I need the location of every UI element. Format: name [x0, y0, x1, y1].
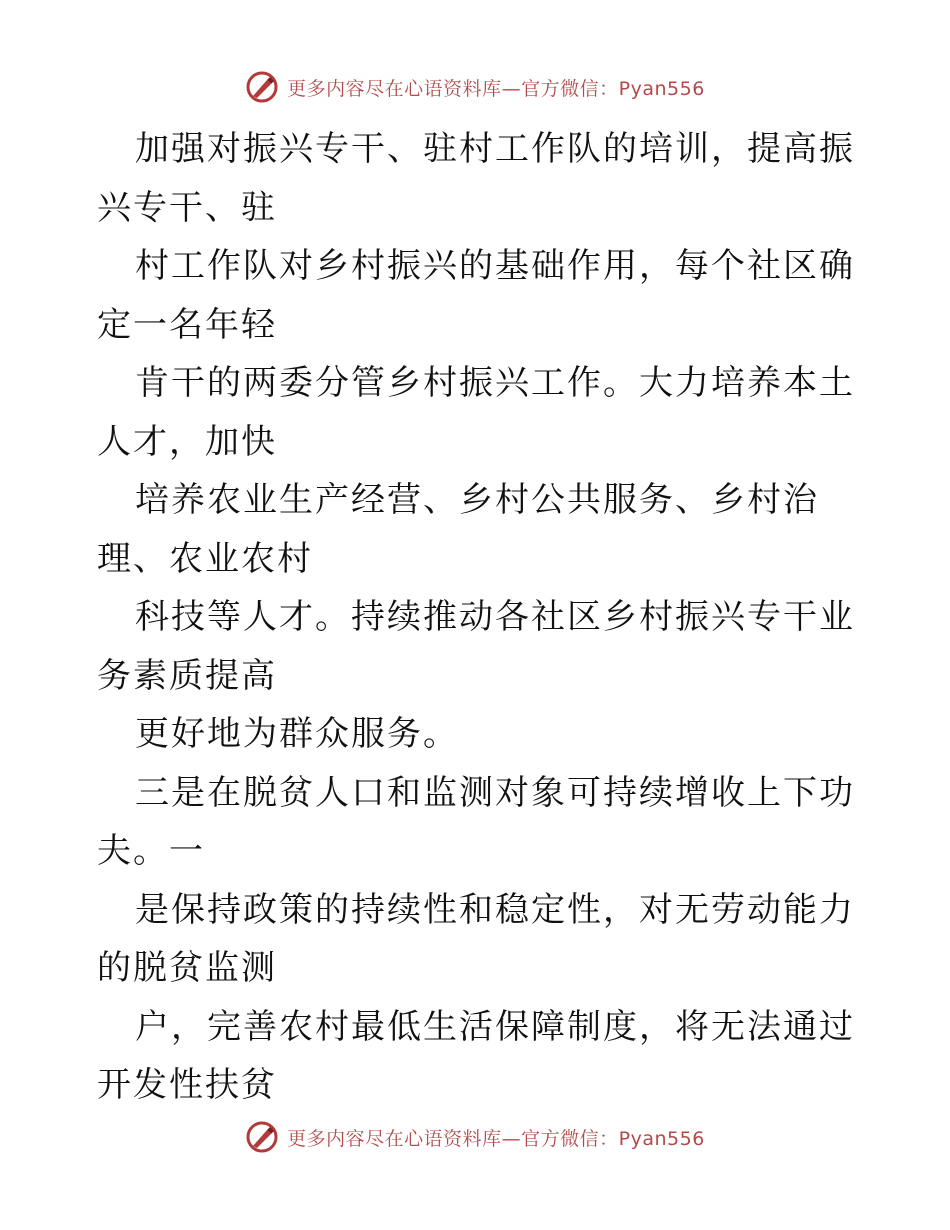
- paragraph: 科技等人才。持续推动各社区乡村振兴专干业务素质提高: [97, 597, 855, 696]
- watermark-text: 更多内容尽在心语资料库—官方微信：Pyan556: [287, 77, 705, 100]
- paragraph: 加强对振兴专干、驻村工作队的培训，提高振兴专干、驻: [97, 129, 855, 228]
- header-watermark: [0, 70, 950, 104]
- pen-logo-icon: [245, 1120, 279, 1154]
- paragraph: 更好地为群众服务。: [135, 714, 459, 754]
- paragraph: 户，完善农村最低生活保障制度，将无法通过开发性扶贫: [97, 1006, 855, 1105]
- paragraph: 肯干的两委分管乡村振兴工作。大力培养本土人才，加快: [97, 363, 855, 462]
- paragraph: 是保持政策的持续性和稳定性，对无劳动能力的脱贫监测: [97, 889, 855, 988]
- pen-logo-icon: [245, 70, 279, 104]
- watermark-text: 更多内容尽在心语资料库—官方微信：Pyan556: [287, 1127, 705, 1150]
- paragraph: 三是在脱贫人口和监测对象可持续增收上下功夫。一: [97, 772, 855, 871]
- paragraph: 培养农业生产经营、乡村公共服务、乡村治理、农业农村: [97, 480, 819, 579]
- paragraph: 村工作队对乡村振兴的基础作用，每个社区确定一名年轻: [97, 246, 855, 345]
- document-body: [97, 120, 857, 1115]
- footer-watermark: [0, 1120, 950, 1154]
